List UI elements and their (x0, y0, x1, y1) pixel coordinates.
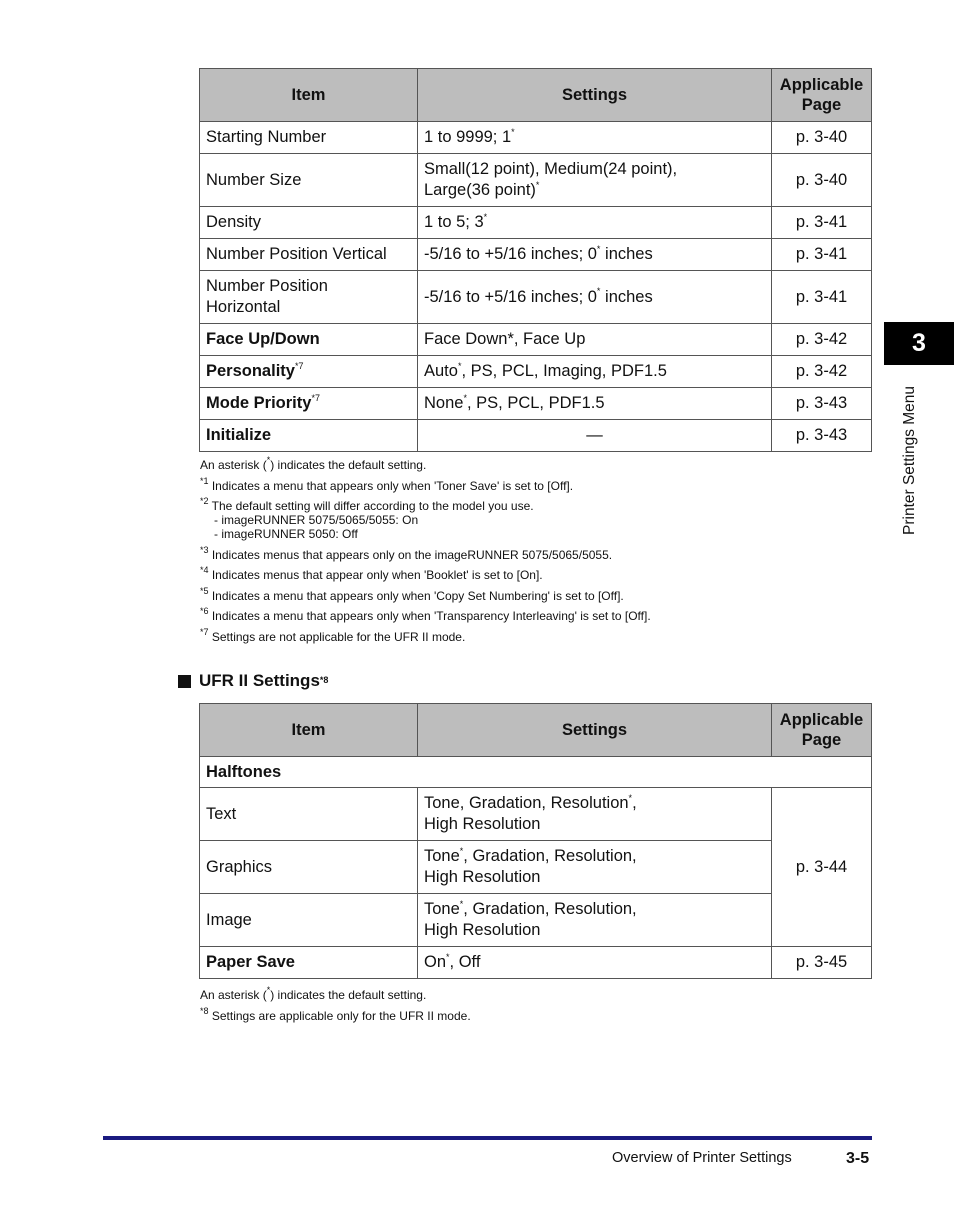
row-page: p. 3-40 (772, 154, 872, 207)
row-item: Number Size (200, 154, 418, 207)
footnote-2-sub2: - imageRUNNER 5050: Off (214, 527, 358, 541)
row-page: p. 3-43 (772, 420, 872, 452)
row-settings: On*, Off (418, 947, 772, 979)
footnotes-1 (200, 455, 860, 650)
chapter-tab: 3 (884, 322, 954, 365)
header-page: Applicable Page (772, 704, 872, 757)
table-row (200, 122, 872, 154)
row-item: Starting Number (200, 122, 418, 154)
row-settings: Face Down*, Face Up (418, 324, 772, 356)
table-group-row (200, 757, 872, 788)
table-row (200, 271, 872, 324)
row-settings: — (418, 420, 772, 452)
row-page: p. 3-45 (772, 947, 872, 979)
settings-table-1 (199, 68, 872, 452)
row-page: p. 3-41 (772, 207, 872, 239)
row-item: Density (200, 207, 418, 239)
footnote-2: $^{*2}$ The default setting will differ according to the model you use. - imageRUNNER 5075/5065/5055: On - imageRUNNER 5050: Off (200, 499, 860, 541)
table-row (200, 894, 872, 947)
row-item: Initialize (200, 420, 418, 452)
table-row (200, 207, 872, 239)
settings-table-2 (199, 703, 872, 979)
row-page: p. 3-41 (772, 239, 872, 271)
row-page: p. 3-44 (772, 788, 872, 947)
table-header-row (200, 704, 872, 757)
footnote-asterisk: An asterisk (*) indicates the default setting. (200, 985, 427, 1002)
footnote-4: $^{*4}$ Indicates menus that appear only when 'Booklet' is set to [On]. (200, 565, 543, 582)
footnotes-2 (200, 985, 860, 1029)
table-row (200, 420, 872, 452)
row-settings: Small(12 point), Medium(24 point), Large(36 point)* (418, 154, 772, 207)
row-settings: Tone*, Gradation, Resolution, High Resolution (418, 894, 772, 947)
table-row (200, 356, 872, 388)
group-halftones: Halftones (200, 757, 872, 788)
row-item: Mode Priority$^{*7}$ (200, 388, 418, 420)
row-page: p. 3-41 (772, 271, 872, 324)
footnote-2-sub1: - imageRUNNER 5075/5065/5055: On (214, 513, 419, 527)
row-settings: -5/16 to +5/16 inches; 0* inches (418, 271, 772, 324)
row-page: p. 3-42 (772, 324, 872, 356)
footer-title: Overview of Printer Settings (612, 1150, 792, 1166)
page-number: 3-5 (846, 1150, 870, 1167)
table-row (200, 388, 872, 420)
row-item: Face Up/Down (200, 324, 418, 356)
table-header-row (200, 69, 872, 122)
row-settings: 1 to 9999; 1* (418, 122, 772, 154)
footnote-8: $^{*8}$ Settings are applicable only for the UFR II mode. (200, 1005, 471, 1023)
footnote-6: $^{*6}$ Indicates a menu that appears only when 'Transparency Interleaving' is set to [Off]. (200, 606, 651, 623)
table-row (200, 947, 872, 979)
row-settings: None*, PS, PCL, PDF1.5 (418, 388, 772, 420)
footnote-7: $^{*7}$ Settings are not applicable for the UFR II mode. (200, 626, 466, 644)
header-item: Item (200, 704, 418, 757)
row-item: Number Position Vertical (200, 239, 418, 271)
square-bullet-icon (178, 675, 191, 688)
row-settings: Auto*, PS, PCL, Imaging, PDF1.5 (418, 356, 772, 388)
side-chapter-title: Printer Settings Menu (901, 385, 918, 535)
row-settings: 1 to 5; 3* (418, 207, 772, 239)
header-page: Applicable Page (772, 69, 872, 122)
section-title: UFR II Settings (199, 671, 320, 690)
row-item: Number Position Horizontal (200, 271, 418, 324)
row-item: Image (200, 894, 418, 947)
row-page: p. 3-42 (772, 356, 872, 388)
row-item: Graphics (200, 841, 418, 894)
section-heading: UFR II Settings $^{*8}$ (178, 671, 328, 691)
table-row (200, 154, 872, 207)
row-item: Paper Save (200, 947, 418, 979)
header-settings: Settings (418, 704, 772, 757)
row-page: p. 3-43 (772, 388, 872, 420)
footnote-5: $^{*5}$ Indicates a menu that appears only when 'Copy Set Numbering' is set to [Off]. (200, 585, 624, 603)
row-item: Text (200, 788, 418, 841)
header-item: Item (200, 69, 418, 122)
row-settings: Tone, Gradation, Resolution*, High Resolution (418, 788, 772, 841)
table-row (200, 324, 872, 356)
table-row (200, 841, 872, 894)
table-row (200, 788, 872, 841)
row-settings: -5/16 to +5/16 inches; 0* inches (418, 239, 772, 271)
row-item: Personality$^{*7}$ (200, 356, 418, 388)
row-settings: Tone*, Gradation, Resolution, High Resolution (418, 841, 772, 894)
footnote-3: $^{*3}$ Indicates menus that appears only on the imageRUNNER 5075/5065/5055. (200, 544, 613, 562)
row-page: p. 3-40 (772, 122, 872, 154)
footnote-1: $^{*1}$ Indicates a menu that appears only when 'Toner Save' is set to [Off]. (200, 475, 574, 493)
footer-rule (103, 1136, 872, 1140)
footnote-asterisk: An asterisk (*) indicates the default setting. (200, 455, 427, 472)
header-settings: Settings (418, 69, 772, 122)
table-row (200, 239, 872, 271)
